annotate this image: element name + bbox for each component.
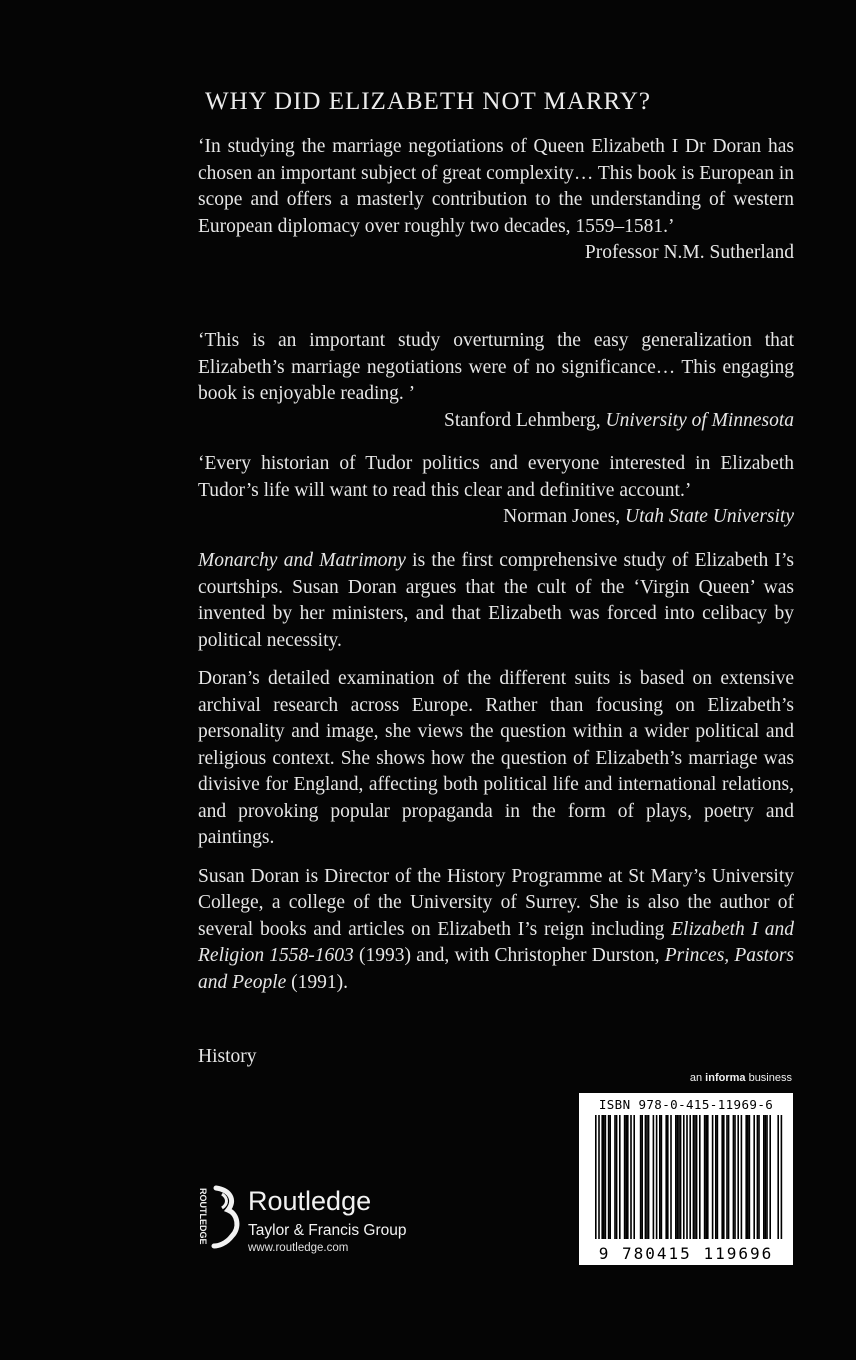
barcode-bar xyxy=(603,1115,605,1239)
informa-post: business xyxy=(745,1072,792,1084)
barcode-bar xyxy=(707,1115,709,1239)
barcode-bar xyxy=(717,1115,719,1239)
review-quote-1-attribution xyxy=(198,240,794,267)
description-paragraph-1-text: is the first comprehensive study of Elizabeth I’s courtships. Susan Doran argues that the cult of the ‘Virgin Queen’ was invented by her ministers, and that Elizabeth was forced into celibacy by political necessity. xyxy=(198,550,794,651)
barcode-bar xyxy=(694,1115,696,1239)
review-quote-3-attribution xyxy=(198,504,794,531)
barcode-bar xyxy=(601,1115,603,1239)
barcode-bar xyxy=(619,1115,621,1239)
barcode-bar xyxy=(683,1115,685,1239)
barcode-bar xyxy=(633,1115,635,1239)
author-bio-text-a: Susan Doran is Director of the History Programme at St Mary’s University College, a college of the University of Surrey. She is also the author of several books and articles on Elizabeth I’s reign including xyxy=(198,865,794,940)
author-book-1: Elizabeth I and Religion 1558-1603 xyxy=(198,918,794,966)
publisher-url: www.routledge.com xyxy=(248,1242,349,1254)
review-quote-3 xyxy=(198,451,794,531)
back-cover-title: WHY DID ELIZABETH NOT MARRY? xyxy=(204,88,651,115)
barcode-bar xyxy=(648,1115,650,1239)
barcode-bar xyxy=(737,1115,739,1239)
barcode-bar xyxy=(777,1115,779,1239)
review-quote-2-author: Stanford Lehmberg, xyxy=(443,409,601,431)
routledge-logo-text: ROUTLEDGE xyxy=(198,1188,208,1245)
barcode-bar xyxy=(645,1115,647,1239)
barcode-bar xyxy=(646,1115,648,1239)
barcode-bar xyxy=(609,1115,611,1239)
informa-tagline xyxy=(560,1072,792,1084)
barcode-bar xyxy=(630,1115,632,1239)
author-bio-paragraph xyxy=(198,864,794,997)
barcode-bar xyxy=(726,1115,728,1239)
review-quote-1-author: Professor N.M. Sutherland xyxy=(584,242,794,263)
barcode-bar xyxy=(715,1115,717,1239)
review-quote-2-attribution xyxy=(198,408,794,435)
barcode-bar xyxy=(763,1115,765,1239)
barcode-bar xyxy=(625,1115,627,1239)
barcode-bar xyxy=(749,1115,751,1239)
review-quote-1-text: ‘In studying the marriage negotiations of Queen Elizabeth I Dr Doran has chosen an important subject of great complexity… This book is European in scope and offers a masterly contribution to the understanding of western European diplomacy over roughly two decades, 1559–1581.’ xyxy=(198,136,794,237)
publisher-group: Taylor & Francis Group xyxy=(248,1222,407,1239)
book-title-italic: Monarchy and Matrimony xyxy=(198,550,406,571)
barcode-bar xyxy=(641,1115,643,1239)
barcode-bar xyxy=(595,1115,597,1239)
barcode-bar xyxy=(659,1115,661,1239)
barcode-bar xyxy=(680,1115,682,1239)
publisher-name: Routledge xyxy=(248,1186,372,1216)
review-quote-3-author: Norman Jones, xyxy=(503,506,621,527)
barcode-bar xyxy=(758,1115,760,1239)
barcode-bar xyxy=(704,1115,706,1239)
barcode-bar xyxy=(765,1115,767,1239)
barcode-bar xyxy=(696,1115,698,1239)
barcode-bar xyxy=(678,1115,680,1239)
book-description xyxy=(198,548,794,996)
subject-category: History xyxy=(198,1046,257,1067)
barcode-bar xyxy=(705,1115,707,1239)
barcode-bar xyxy=(653,1115,655,1239)
barcode-bar xyxy=(728,1115,730,1239)
barcode-bar xyxy=(734,1115,736,1239)
isbn-label: ISBN 978-0-415-11969-6 xyxy=(598,1097,774,1112)
barcode-bar xyxy=(614,1115,616,1239)
description-paragraph-2: Doran’s detailed examination of the different suits is based on extensive archival research across Europe. Rather than focusing on Elizabeth’s personality and image, she views the question within a wider political and religious context. She shows how the question of Elizabeth’s marriage was divisive for England, affecting both political life and international relations, and provoking popular propaganda in the form of plays, poetry and paintings. xyxy=(198,668,794,848)
author-bio-text-c: (1991). xyxy=(286,971,349,993)
barcode-bar xyxy=(661,1115,663,1239)
barcode-bar xyxy=(608,1115,610,1239)
barcode-bar xyxy=(699,1115,701,1239)
barcode-bar xyxy=(712,1115,714,1239)
barcode-bar xyxy=(753,1115,755,1239)
barcode-bar xyxy=(616,1115,618,1239)
barcode-bar xyxy=(769,1115,771,1239)
barcode-bar xyxy=(624,1115,626,1239)
barcode-bar xyxy=(677,1115,679,1239)
author-bio-text-b: (1993) and, with Christopher Durston, xyxy=(353,945,665,966)
barcode-bar xyxy=(757,1115,759,1239)
barcode-bar xyxy=(766,1115,768,1239)
barcode-bar xyxy=(733,1115,735,1239)
informa-brand: informa xyxy=(705,1072,746,1084)
review-quote-3-affiliation: Utah State University xyxy=(625,506,794,527)
barcode-bar xyxy=(721,1115,723,1239)
description-paragraph-1 xyxy=(198,548,794,654)
barcode-bar xyxy=(656,1115,658,1239)
barcode-bars xyxy=(579,1093,793,1265)
author-book-2: Princes, Pastors and People xyxy=(198,945,794,993)
barcode-bar xyxy=(627,1115,629,1239)
barcode-bar xyxy=(675,1115,677,1239)
barcode-bar xyxy=(665,1115,667,1239)
routledge-logo-icon xyxy=(192,1184,244,1250)
barcode-bar xyxy=(598,1115,600,1239)
barcode-bar xyxy=(670,1115,672,1239)
barcode-bar xyxy=(605,1115,607,1239)
barcode-bar xyxy=(747,1115,749,1239)
review-quote-2-text: ‘This is an important study overturning the easy generalization that Elizabeth’s marriage negotiations were of no significance… This engaging book is enjoyable reading. ’ xyxy=(198,330,794,404)
barcode-bar xyxy=(723,1115,725,1239)
review-quote-3-text: ‘Every historian of Tudor politics and everyone interested in Elizabeth Tudor’s life will want to read this clear and definitive account.’ xyxy=(198,453,794,501)
barcode-bar xyxy=(741,1115,743,1239)
informa-pre: an xyxy=(689,1072,706,1084)
barcode-bar xyxy=(686,1115,688,1239)
review-quote-2-affiliation: University of Minnesota xyxy=(605,409,794,431)
review-quote-2 xyxy=(198,328,794,434)
barcode-bar xyxy=(693,1115,695,1239)
review-quote-1 xyxy=(198,134,794,267)
barcode-bar xyxy=(689,1115,691,1239)
barcode-bar xyxy=(640,1115,642,1239)
isbn-barcode xyxy=(579,1093,793,1265)
barcode-bar xyxy=(745,1115,747,1239)
publisher-block xyxy=(192,1184,452,1254)
barcode-bar xyxy=(667,1115,669,1239)
isbn-digits: 9 780415 119696 xyxy=(598,1244,774,1263)
barcode-bar xyxy=(781,1115,783,1239)
